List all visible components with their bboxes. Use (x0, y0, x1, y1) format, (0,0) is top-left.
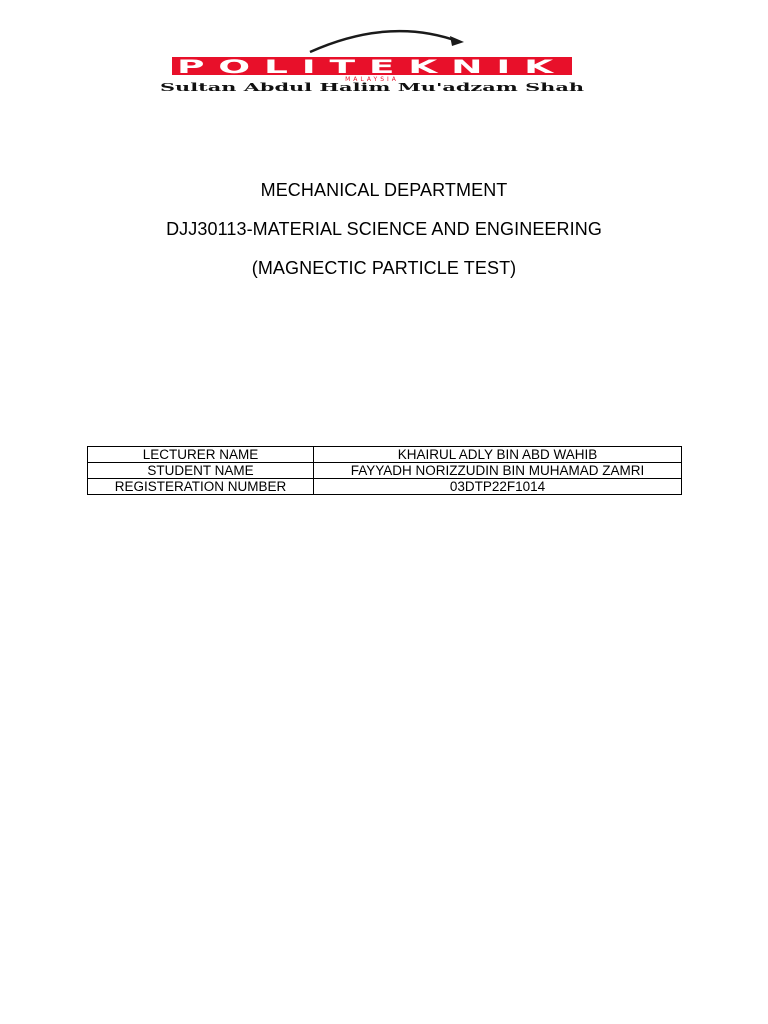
student-name-label: STUDENT NAME (88, 463, 314, 479)
logo-swoosh (310, 31, 460, 52)
logo-swoosh-tip (450, 36, 464, 46)
registration-number-value: 03DTP22F1014 (314, 479, 682, 495)
table-row (88, 479, 682, 495)
logo-wordmark: POLITEKNIK (177, 56, 567, 78)
registration-number-label: REGISTERATION NUMBER (88, 479, 314, 495)
lecturer-name-value: KHAIRUL ADLY BIN ABD WAHIB (314, 447, 682, 463)
course-heading: DJJ30113-MATERIAL SCIENCE AND ENGINEERING (166, 219, 602, 239)
student-info-table (87, 446, 682, 495)
table-row (88, 463, 682, 479)
lecturer-name-label: LECTURER NAME (88, 447, 314, 463)
department-heading: MECHANICAL DEPARTMENT (260, 180, 508, 200)
politeknik-logo-graphic (160, 22, 590, 94)
topic-heading: (MAGNECTIC PARTICLE TEST) (251, 258, 517, 278)
table-row (88, 447, 682, 463)
logo-subtext: MALAYSIA (345, 76, 399, 83)
logo-tagline: Sultan Abdul Halim Mu'adzam Shah (160, 81, 584, 94)
student-name-value: FAYYADH NORIZZUDIN BIN MUHAMAD ZAMRI (314, 463, 682, 479)
politeknik-logo (160, 22, 590, 94)
